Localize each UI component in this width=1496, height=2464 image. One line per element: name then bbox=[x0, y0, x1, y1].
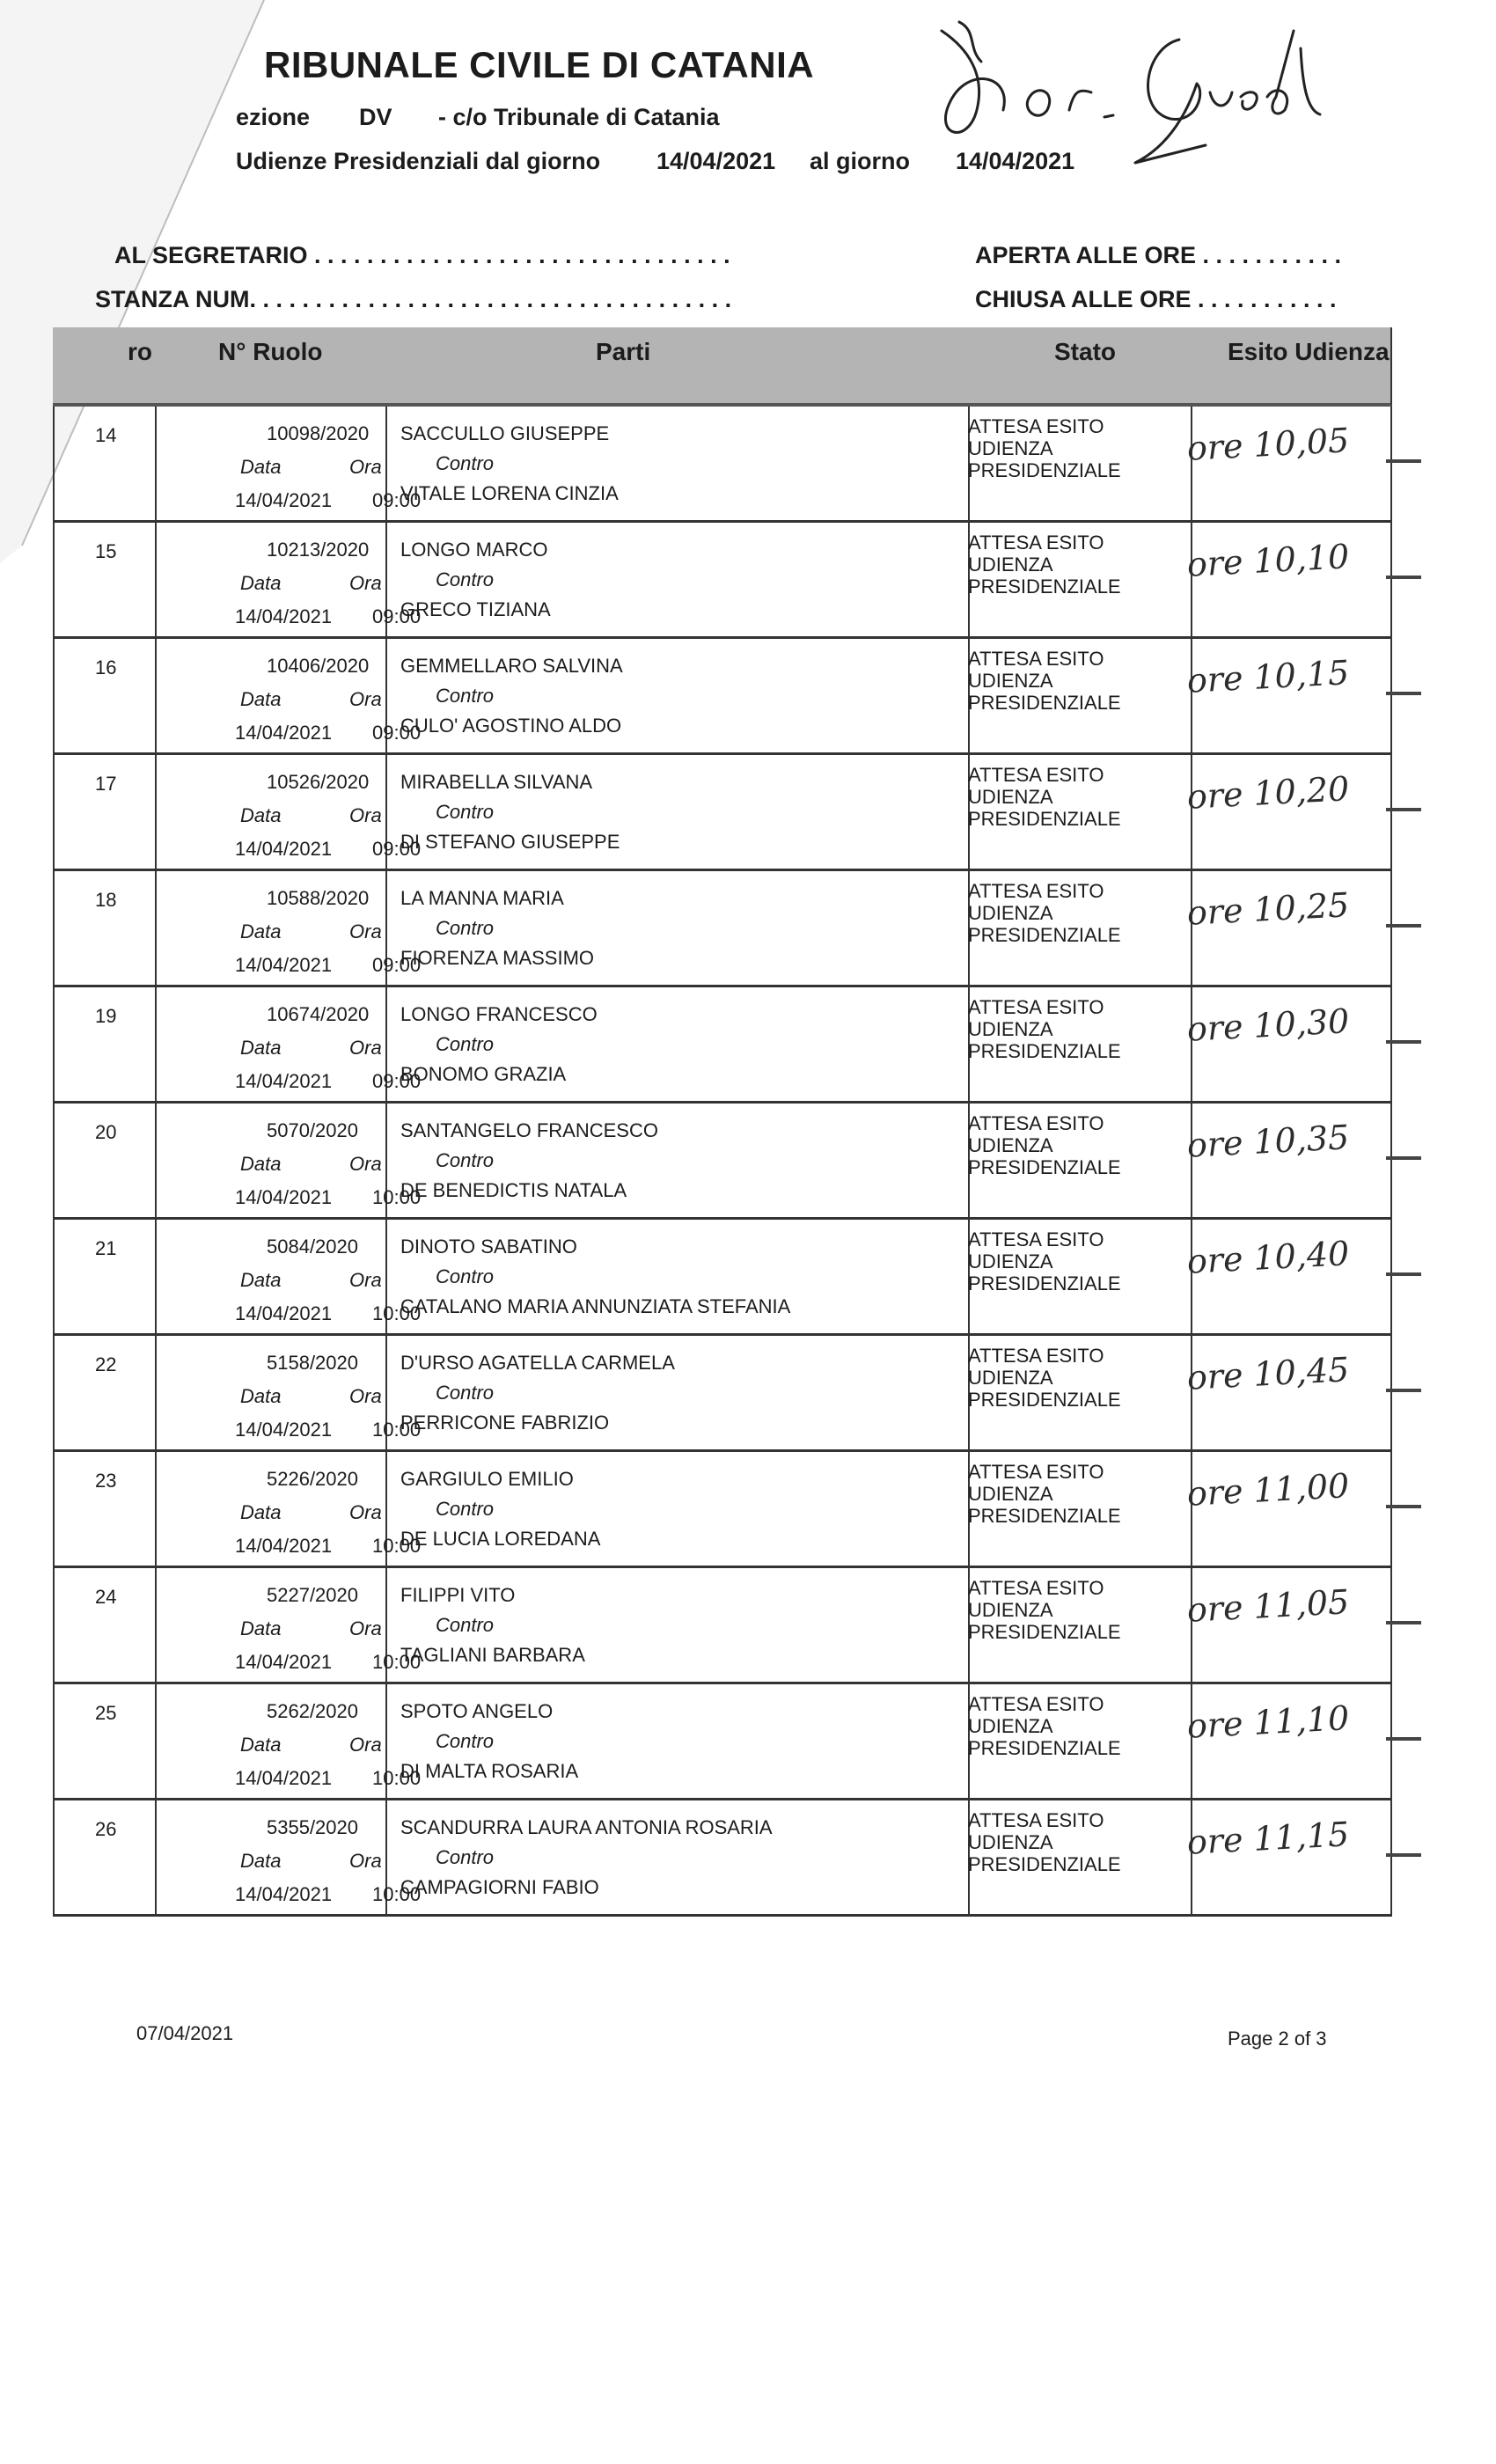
hearing-time: 09:00 bbox=[372, 489, 422, 511]
handwritten-esito: ore 10,45 bbox=[1185, 1350, 1351, 1397]
stato-line: ATTESA ESITO bbox=[968, 648, 1104, 670]
contro-label: Contro bbox=[436, 1265, 495, 1287]
party-1: SANTANGELO FRANCESCO bbox=[400, 1119, 658, 1141]
row-number: 18 bbox=[95, 889, 117, 911]
column-divider bbox=[155, 1220, 157, 1333]
stato-line: UDIENZA bbox=[968, 1018, 1053, 1040]
table-row bbox=[53, 1452, 1392, 1568]
hearing-date: 14/04/2021 bbox=[235, 1419, 333, 1441]
party-2: CULO' AGOSTINO ALDO bbox=[400, 715, 622, 737]
al-giorno-value: 14/04/2021 bbox=[956, 148, 1075, 174]
column-divider bbox=[155, 755, 157, 869]
al-giorno-label: al giorno bbox=[810, 148, 910, 174]
stato-cell bbox=[968, 1577, 1121, 1643]
row-number: 15 bbox=[95, 540, 117, 562]
stato-cell bbox=[968, 1345, 1121, 1411]
stato-cell bbox=[968, 996, 1121, 1062]
data-label: Data bbox=[240, 1153, 282, 1175]
ruolo-number: 5226/2020 bbox=[267, 1468, 358, 1490]
stato-line: ATTESA ESITO bbox=[968, 1228, 1104, 1250]
ora-label: Ora bbox=[349, 1617, 382, 1639]
ruolo-number: 5262/2020 bbox=[267, 1700, 358, 1722]
stato-line: UDIENZA bbox=[968, 1599, 1053, 1621]
stato-cell bbox=[968, 1112, 1121, 1178]
margin-dash bbox=[1386, 1156, 1421, 1160]
col-header-ruolo: N° Ruolo bbox=[218, 338, 323, 365]
stato-line: PRESIDENZIALE bbox=[968, 1621, 1121, 1643]
stato-line: PRESIDENZIALE bbox=[968, 924, 1121, 946]
handwritten-esito: ore 11,00 bbox=[1185, 1466, 1351, 1514]
column-divider bbox=[1390, 1568, 1392, 1682]
stato-line: UDIENZA bbox=[968, 1715, 1053, 1737]
data-label: Data bbox=[240, 1617, 282, 1639]
ruolo-number: 5070/2020 bbox=[267, 1119, 358, 1141]
stato-line: ATTESA ESITO bbox=[968, 1809, 1104, 1831]
row-number: 22 bbox=[95, 1353, 117, 1375]
row-number: 25 bbox=[95, 1702, 117, 1724]
hearing-time: 10:00 bbox=[372, 1767, 422, 1789]
column-divider bbox=[53, 1452, 55, 1566]
sede-text: - c/o Tribunale di Catania bbox=[438, 104, 720, 130]
stato-cell bbox=[968, 1461, 1121, 1527]
hearing-time: 09:00 bbox=[372, 838, 422, 860]
ora-label: Ora bbox=[349, 1501, 382, 1523]
party-1: MIRABELLA SILVANA bbox=[400, 771, 593, 793]
stato-line: UDIENZA bbox=[968, 1250, 1053, 1272]
stato-line: ATTESA ESITO bbox=[968, 1112, 1104, 1134]
ruolo-number: 10588/2020 bbox=[267, 887, 370, 909]
ruolo-number: 5227/2020 bbox=[267, 1584, 358, 1606]
contro-label: Contro bbox=[436, 568, 495, 590]
ruolo-number: 10526/2020 bbox=[267, 771, 370, 793]
row-number: 17 bbox=[95, 773, 117, 795]
table-row bbox=[53, 1336, 1392, 1452]
table-row bbox=[53, 1220, 1392, 1336]
page-number: Page 2 of 3 bbox=[1228, 2028, 1327, 2050]
handwritten-signature bbox=[915, 13, 1338, 180]
udienze-label: Udienze Presidenziali dal giorno bbox=[236, 148, 601, 174]
handwritten-esito: ore 10,40 bbox=[1185, 1234, 1351, 1281]
stato-cell bbox=[968, 1228, 1121, 1294]
margin-dash bbox=[1386, 692, 1421, 695]
handwritten-esito: ore 10,20 bbox=[1185, 769, 1351, 817]
column-divider bbox=[53, 1800, 55, 1914]
margin-dash bbox=[1386, 1040, 1421, 1044]
stato-line: PRESIDENZIALE bbox=[968, 1040, 1121, 1062]
party-1: FILIPPI VITO bbox=[400, 1584, 516, 1606]
column-divider bbox=[53, 407, 55, 520]
data-label: Data bbox=[240, 1269, 282, 1291]
ruolo-number: 10098/2020 bbox=[267, 422, 370, 444]
party-1: LONGO FRANCESCO bbox=[400, 1003, 598, 1025]
column-divider bbox=[155, 639, 157, 752]
data-label: Data bbox=[240, 1734, 282, 1756]
data-label: Data bbox=[240, 688, 282, 710]
party-2: GRECO TIZIANA bbox=[400, 598, 551, 620]
party-2: FIORENZA MASSIMO bbox=[400, 947, 595, 969]
stato-cell bbox=[968, 764, 1121, 830]
table-row bbox=[53, 755, 1392, 871]
table-row bbox=[53, 523, 1392, 639]
contro-label: Contro bbox=[436, 1033, 495, 1055]
stato-line: PRESIDENZIALE bbox=[968, 1853, 1121, 1875]
row-number: 20 bbox=[95, 1121, 117, 1143]
column-divider bbox=[155, 1684, 157, 1798]
col-header-esito: Esito Udienza bbox=[1228, 338, 1390, 365]
handwritten-esito: ore 10,15 bbox=[1185, 653, 1351, 700]
ruolo-number: 5355/2020 bbox=[267, 1816, 358, 1838]
column-divider bbox=[53, 1220, 55, 1333]
data-label: Data bbox=[240, 572, 282, 594]
column-divider bbox=[1390, 1684, 1392, 1798]
hearing-date: 14/04/2021 bbox=[235, 1302, 333, 1324]
ruolo-number: 10406/2020 bbox=[267, 655, 370, 677]
stato-line: UDIENZA bbox=[968, 554, 1053, 576]
margin-dash bbox=[1386, 1505, 1421, 1508]
party-2: TAGLIANI BARBARA bbox=[400, 1644, 585, 1666]
hearing-date: 14/04/2021 bbox=[235, 605, 333, 627]
column-divider bbox=[155, 987, 157, 1101]
contro-label: Contro bbox=[436, 1498, 495, 1520]
party-1: DINOTO SABATINO bbox=[400, 1236, 577, 1258]
handwritten-esito: ore 11,10 bbox=[1185, 1698, 1351, 1746]
hearing-date: 14/04/2021 bbox=[235, 1767, 333, 1789]
hearing-time: 09:00 bbox=[372, 1070, 422, 1092]
hearing-date: 14/04/2021 bbox=[235, 1651, 333, 1673]
party-1: SACCULLO GIUSEPPE bbox=[400, 422, 610, 444]
stato-line: PRESIDENZIALE bbox=[968, 1505, 1121, 1527]
row-number: 26 bbox=[95, 1818, 117, 1840]
party-2: VITALE LORENA CINZIA bbox=[400, 482, 619, 504]
column-divider bbox=[1390, 1220, 1392, 1333]
dal-giorno-value: 14/04/2021 bbox=[656, 148, 776, 174]
contro-label: Contro bbox=[436, 1614, 495, 1636]
column-divider bbox=[155, 523, 157, 636]
party-2: CAMPAGIORNI FABIO bbox=[400, 1876, 599, 1898]
margin-dash bbox=[1386, 1389, 1421, 1392]
data-label: Data bbox=[240, 920, 282, 942]
stato-line: ATTESA ESITO bbox=[968, 1693, 1104, 1715]
stato-line: ATTESA ESITO bbox=[968, 532, 1104, 554]
stato-line: ATTESA ESITO bbox=[968, 1577, 1104, 1599]
ora-label: Ora bbox=[349, 456, 382, 478]
party-1: D'URSO AGATELLA CARMELA bbox=[400, 1352, 675, 1374]
stato-line: PRESIDENZIALE bbox=[968, 576, 1121, 598]
table-row bbox=[53, 1684, 1392, 1800]
column-divider bbox=[155, 1104, 157, 1217]
column-divider bbox=[1390, 523, 1392, 636]
stato-line: PRESIDENZIALE bbox=[968, 1389, 1121, 1411]
column-divider bbox=[155, 1800, 157, 1914]
column-divider bbox=[53, 987, 55, 1101]
ora-label: Ora bbox=[349, 1850, 382, 1872]
data-label: Data bbox=[240, 804, 282, 826]
stato-line: ATTESA ESITO bbox=[968, 764, 1104, 786]
row-number: 21 bbox=[95, 1237, 117, 1259]
segretario-field: AL SEGRETARIO . . . . . . . . . . . . . . . . . . . . . . . . . . . . . . . . bbox=[114, 242, 730, 268]
hearing-date: 14/04/2021 bbox=[235, 489, 333, 511]
data-label: Data bbox=[240, 1850, 282, 1872]
column-divider bbox=[53, 1336, 55, 1449]
contro-label: Contro bbox=[436, 1382, 495, 1404]
contro-label: Contro bbox=[436, 917, 495, 939]
col-header-numero: ro bbox=[128, 338, 152, 365]
table-row bbox=[53, 1800, 1392, 1917]
handwritten-esito: ore 11,05 bbox=[1185, 1582, 1351, 1630]
margin-dash bbox=[1386, 576, 1421, 579]
stato-cell bbox=[968, 415, 1121, 481]
row-number: 23 bbox=[95, 1470, 117, 1492]
hearing-date: 14/04/2021 bbox=[235, 1070, 333, 1092]
table-row bbox=[53, 1104, 1392, 1220]
column-divider bbox=[1390, 639, 1392, 752]
margin-dash bbox=[1386, 1853, 1421, 1857]
party-1: GEMMELLARO SALVINA bbox=[400, 655, 623, 677]
stato-line: ATTESA ESITO bbox=[968, 880, 1104, 902]
party-1: SCANDURRA LAURA ANTONIA ROSARIA bbox=[400, 1816, 773, 1838]
party-2: CATALANO MARIA ANNUNZIATA STEFANIA bbox=[400, 1295, 791, 1317]
column-divider bbox=[1390, 1800, 1392, 1914]
court-title: RIBUNALE CIVILE DI CATANIA bbox=[264, 44, 815, 85]
column-divider bbox=[1390, 407, 1392, 520]
print-date: 07/04/2021 bbox=[136, 2022, 234, 2044]
handwritten-esito: ore 10,10 bbox=[1185, 537, 1351, 584]
stato-line: ATTESA ESITO bbox=[968, 1345, 1104, 1367]
hearing-time: 10:00 bbox=[372, 1302, 422, 1324]
stato-cell bbox=[968, 532, 1121, 598]
party-2: BONOMO GRAZIA bbox=[400, 1063, 567, 1085]
stato-cell bbox=[968, 880, 1121, 946]
ruolo-number: 5084/2020 bbox=[267, 1236, 358, 1258]
ora-label: Ora bbox=[349, 1269, 382, 1291]
contro-label: Contro bbox=[436, 801, 495, 823]
ora-label: Ora bbox=[349, 688, 382, 710]
contro-label: Contro bbox=[436, 1846, 495, 1868]
stato-line: UDIENZA bbox=[968, 670, 1053, 692]
aperta-field: APERTA ALLE ORE . . . . . . . . . . . bbox=[975, 242, 1342, 268]
data-label: Data bbox=[240, 456, 282, 478]
table-row bbox=[53, 871, 1392, 987]
stato-line: UDIENZA bbox=[968, 1831, 1053, 1853]
hearing-time: 09:00 bbox=[372, 722, 422, 744]
ora-label: Ora bbox=[349, 1734, 382, 1756]
hearing-date: 14/04/2021 bbox=[235, 954, 333, 976]
handwritten-esito: ore 10,30 bbox=[1185, 1001, 1351, 1049]
sezione-value: DV bbox=[359, 104, 392, 130]
handwritten-esito: ore 10,05 bbox=[1185, 421, 1351, 468]
column-divider bbox=[1390, 987, 1392, 1101]
column-divider bbox=[53, 639, 55, 752]
column-divider bbox=[53, 871, 55, 985]
party-2: DI MALTA ROSARIA bbox=[400, 1760, 579, 1782]
margin-dash bbox=[1386, 808, 1421, 811]
col-header-parti: Parti bbox=[596, 338, 651, 365]
table-body bbox=[53, 407, 1392, 1917]
hearings-table bbox=[53, 327, 1392, 1917]
row-number: 14 bbox=[95, 424, 117, 446]
party-1: GARGIULO EMILIO bbox=[400, 1468, 574, 1490]
party-2: DE BENEDICTIS NATALA bbox=[400, 1179, 627, 1201]
table-row bbox=[53, 407, 1392, 523]
party-1: SPOTO ANGELO bbox=[400, 1700, 554, 1722]
chiusa-field: CHIUSA ALLE ORE . . . . . . . . . . . bbox=[975, 286, 1337, 312]
margin-dash bbox=[1386, 1621, 1421, 1624]
stato-line: UDIENZA bbox=[968, 437, 1053, 459]
hearing-date: 14/04/2021 bbox=[235, 722, 333, 744]
party-1: LA MANNA MARIA bbox=[400, 887, 564, 909]
handwritten-esito: ore 10,35 bbox=[1185, 1118, 1351, 1165]
table-header bbox=[53, 327, 1392, 407]
hearing-time: 10:00 bbox=[372, 1883, 422, 1905]
stato-line: ATTESA ESITO bbox=[968, 415, 1104, 437]
hearing-time: 10:00 bbox=[372, 1419, 422, 1441]
handwritten-esito: ore 11,15 bbox=[1185, 1815, 1351, 1862]
stato-line: UDIENZA bbox=[968, 1483, 1053, 1505]
stato-line: UDIENZA bbox=[968, 1367, 1053, 1389]
ora-label: Ora bbox=[349, 572, 382, 594]
col-header-stato: Stato bbox=[1054, 338, 1116, 365]
stato-line: UDIENZA bbox=[968, 786, 1053, 808]
stato-line: ATTESA ESITO bbox=[968, 996, 1104, 1018]
stato-line: ATTESA ESITO bbox=[968, 1461, 1104, 1483]
ora-label: Ora bbox=[349, 1153, 382, 1175]
stato-line: UDIENZA bbox=[968, 1134, 1053, 1156]
ruolo-number: 10674/2020 bbox=[267, 1003, 370, 1025]
data-label: Data bbox=[240, 1037, 282, 1059]
hearing-date: 14/04/2021 bbox=[235, 838, 333, 860]
column-divider bbox=[155, 1568, 157, 1682]
ruolo-number: 10213/2020 bbox=[267, 539, 370, 561]
column-divider bbox=[1390, 871, 1392, 985]
party-1: LONGO MARCO bbox=[400, 539, 548, 561]
hearing-date: 14/04/2021 bbox=[235, 1535, 333, 1557]
row-number: 16 bbox=[95, 656, 117, 678]
contro-label: Contro bbox=[436, 1149, 495, 1171]
stato-line: PRESIDENZIALE bbox=[968, 1737, 1121, 1759]
table-row bbox=[53, 987, 1392, 1104]
stato-line: PRESIDENZIALE bbox=[968, 459, 1121, 481]
stato-line: PRESIDENZIALE bbox=[968, 808, 1121, 830]
column-divider bbox=[155, 871, 157, 985]
stato-line: PRESIDENZIALE bbox=[968, 692, 1121, 714]
party-2: DE LUCIA LOREDANA bbox=[400, 1528, 601, 1550]
ora-label: Ora bbox=[349, 804, 382, 826]
ruolo-number: 5158/2020 bbox=[267, 1352, 358, 1374]
column-divider bbox=[155, 407, 157, 520]
hearing-time: 10:00 bbox=[372, 1651, 422, 1673]
stato-line: PRESIDENZIALE bbox=[968, 1156, 1121, 1178]
hearing-time: 10:00 bbox=[372, 1535, 422, 1557]
ora-label: Ora bbox=[349, 1385, 382, 1407]
column-divider bbox=[53, 1104, 55, 1217]
column-divider bbox=[53, 523, 55, 636]
contro-label: Contro bbox=[436, 685, 495, 707]
table-row bbox=[53, 639, 1392, 755]
margin-dash bbox=[1386, 1272, 1421, 1276]
margin-dash bbox=[1386, 1737, 1421, 1741]
stato-cell bbox=[968, 1809, 1121, 1875]
stato-line: UDIENZA bbox=[968, 902, 1053, 924]
column-divider bbox=[155, 1452, 157, 1566]
ora-label: Ora bbox=[349, 1037, 382, 1059]
hearing-date: 14/04/2021 bbox=[235, 1186, 333, 1208]
column-divider bbox=[53, 1684, 55, 1798]
column-divider bbox=[1390, 1452, 1392, 1566]
row-number: 19 bbox=[95, 1005, 117, 1027]
party-2: DI STEFANO GIUSEPPE bbox=[400, 831, 620, 853]
table-row bbox=[53, 1568, 1392, 1684]
hearing-time: 09:00 bbox=[372, 954, 422, 976]
stato-cell bbox=[968, 648, 1121, 714]
contro-label: Contro bbox=[436, 452, 495, 474]
handwritten-esito: ore 10,25 bbox=[1185, 885, 1351, 933]
column-divider bbox=[155, 1336, 157, 1449]
hearing-time: 09:00 bbox=[372, 605, 422, 627]
column-divider bbox=[53, 1568, 55, 1682]
row-number: 24 bbox=[95, 1586, 117, 1608]
margin-dash bbox=[1386, 924, 1421, 928]
hearing-time: 10:00 bbox=[372, 1186, 422, 1208]
column-divider bbox=[1390, 755, 1392, 869]
ora-label: Ora bbox=[349, 920, 382, 942]
party-2: PERRICONE FABRIZIO bbox=[400, 1412, 610, 1434]
column-divider bbox=[1390, 1336, 1392, 1449]
margin-dash bbox=[1386, 459, 1421, 463]
stanza-field: STANZA NUM. . . . . . . . . . . . . . . . . . . . . . . . . . . . . . . . . . . . . bbox=[95, 286, 732, 312]
contro-label: Contro bbox=[436, 1730, 495, 1752]
stato-line: PRESIDENZIALE bbox=[968, 1272, 1121, 1294]
column-divider bbox=[53, 755, 55, 869]
column-divider bbox=[1390, 1104, 1392, 1217]
data-label: Data bbox=[240, 1501, 282, 1523]
stato-cell bbox=[968, 1693, 1121, 1759]
sezione-label: ezione bbox=[236, 104, 311, 130]
data-label: Data bbox=[240, 1385, 282, 1407]
hearing-date: 14/04/2021 bbox=[235, 1883, 333, 1905]
